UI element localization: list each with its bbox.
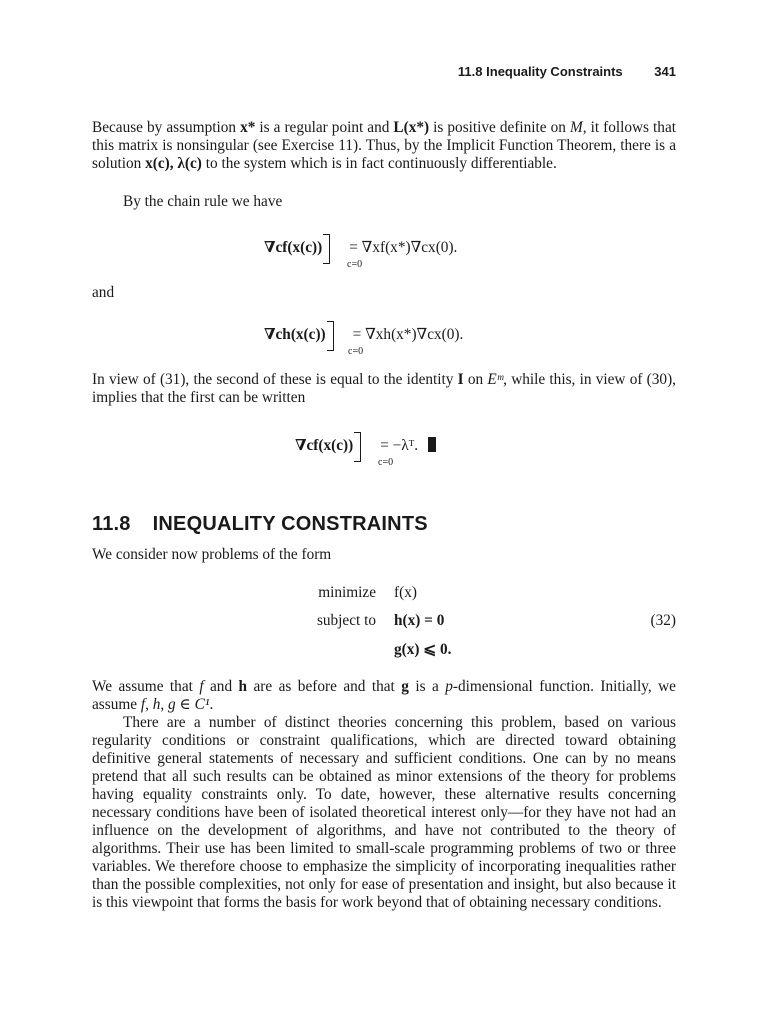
running-head bbox=[458, 64, 676, 79]
evaluation-subscript: c=0 bbox=[347, 259, 363, 270]
paragraph-theories: There are a number of distinct theories concerning this problem, based on various regularity conditions or constraint qualifications, which are directed toward obtaining definitive general statements of necessary and sufficient conditions. One can by no means pretend that all such results can be obtained as minor extensions of the theory for problems having equality constraints only. To date, however, these alternative results concerning necessary conditions have been of isolated theoretical interest only—for they have not had an influence on the development of algorithms, and have not contributed to the theory of algorithms. Their use has been limited to small-scale programming problems of two or three variables. We therefore choose to emphasize the simplicity of incorporating inequalities rather than the possible complexities, not only for ease of presentation and insight, but also because it is this viewpoint that forms the basis for work beyond that of obtaining necessary conditions. bbox=[92, 714, 676, 911]
equation-number: (32) bbox=[650, 612, 676, 629]
equation-rhs: = ∇xh(x*)∇cx(0). bbox=[352, 326, 464, 343]
equation-lambda bbox=[295, 436, 436, 468]
program-inequality-constraint: g(x) ⩽ 0. bbox=[394, 641, 452, 658]
paragraph-regular-point: Because by assumption x* is a regular point and L(x*) is positive definite on M, it follows that this matrix is nonsingular (see Exercise 11). Thus, by the Implicit Function Theorem, there is a solution x(c), λ(c) to the system which is in fact continuously differentiable. bbox=[92, 119, 676, 172]
program-label: minimize bbox=[318, 584, 376, 601]
program-objective: f(x) bbox=[394, 584, 417, 601]
equation-lhs: ∇ch(x(c)) bbox=[264, 326, 326, 343]
section-heading bbox=[92, 513, 428, 536]
math-x-star: x* bbox=[240, 119, 256, 136]
math-M: M bbox=[569, 119, 583, 136]
math-euclidean-space: Eᵐ bbox=[487, 371, 504, 388]
equation-rhs: = −λᵀ. bbox=[380, 437, 419, 454]
program-label: subject to bbox=[316, 612, 376, 629]
evaluation-bracket bbox=[354, 432, 364, 460]
equation-grad-h bbox=[264, 325, 464, 357]
math-L-x-star: L(x*) bbox=[393, 119, 430, 136]
program-equality-constraint: h(x) = 0 bbox=[394, 612, 445, 629]
evaluation-subscript: c=0 bbox=[378, 457, 394, 468]
math-identity: I bbox=[457, 371, 464, 388]
paragraph-assumptions: We assume that f and h are as before and that g is a p-dimensional function. Initially, we assume f, h, g ∈ C¹. bbox=[92, 678, 676, 713]
paragraph-chain-rule: By the chain rule we have bbox=[123, 193, 283, 210]
section-number: 11.8 bbox=[92, 513, 131, 535]
equation-lhs: ∇cf(x(c)) bbox=[264, 239, 323, 256]
section-title: INEQUALITY CONSTRAINTS bbox=[152, 513, 428, 535]
equation-grad-f bbox=[264, 238, 458, 270]
running-head-title: Inequality Constraints bbox=[486, 64, 623, 79]
equation-lhs: ∇cf(x(c)) bbox=[295, 437, 354, 454]
math-smoothness: f, h, g ∈ C¹ bbox=[140, 696, 210, 713]
end-of-proof-mark bbox=[428, 437, 436, 452]
page-number: 341 bbox=[654, 64, 676, 79]
running-head-section: 11.8 bbox=[457, 64, 483, 79]
paragraph-identity: In view of (31), the second of these is equal to the identity I on Eᵐ, while this, in view of (30), implies that the first can be written bbox=[92, 371, 676, 406]
paragraph-problem-form: We consider now problems of the form bbox=[92, 546, 332, 563]
math-solution: x(c), λ(c) bbox=[145, 155, 202, 172]
evaluation-bracket bbox=[323, 234, 333, 262]
connector-and: and bbox=[92, 284, 115, 301]
evaluation-subscript: c=0 bbox=[348, 346, 364, 357]
equation-rhs: = ∇xf(x*)∇cx(0). bbox=[349, 239, 458, 256]
evaluation-bracket bbox=[327, 321, 337, 349]
